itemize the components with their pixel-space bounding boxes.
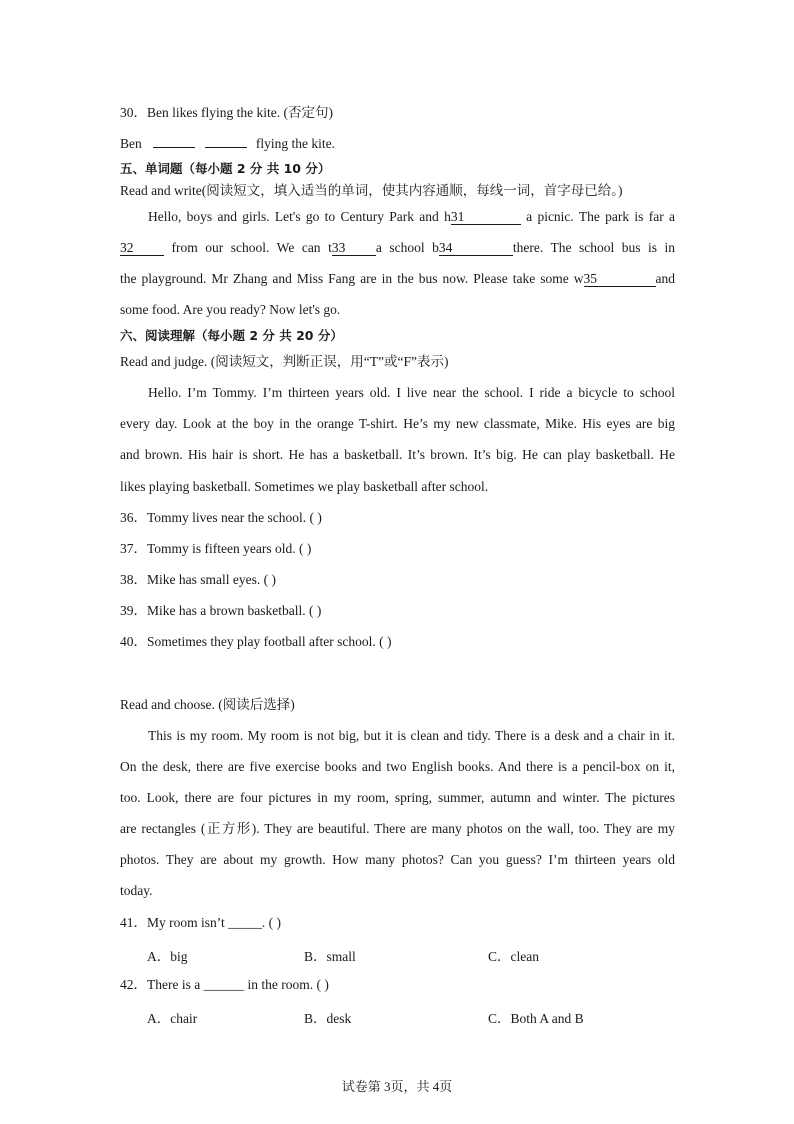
- text-segment: a school b: [375, 240, 439, 255]
- section5-instruction: Read and write(阅读短文，填入适当的单词，使其内容通顺，每线一词，首字母已给。): [120, 183, 623, 198]
- text-segment: a picnic. The park is far a: [526, 209, 675, 224]
- judge-passage-line: Hello. I’m Tommy. I’m thirteen years old. I live near the school. I ride a bicycle to school: [148, 385, 675, 400]
- section5-heading: 五、单词题（每小题 2 分 共 10 分）: [120, 161, 331, 176]
- question-36[interactable]: 36．Tommy lives near the school. ( ): [120, 510, 322, 525]
- q42-option-a[interactable]: A．chair: [147, 1011, 198, 1026]
- text-segment: and: [655, 271, 675, 286]
- blank-32[interactable]: 32: [120, 241, 164, 256]
- q30-prompt: 30．Ben likes flying the kite. (否定句): [120, 105, 333, 120]
- question-40[interactable]: 40．Sometimes they play football after school. ( ): [120, 634, 392, 649]
- blank-33[interactable]: 33: [332, 241, 376, 256]
- text-segment: the playground. Mr Zhang and Miss Fang are in the bus now. Please take some w: [120, 271, 584, 286]
- text-segment: from our school. We can t: [171, 240, 332, 255]
- section6-heading: 六、阅读理解（每小题 2 分 共 20 分）: [120, 328, 343, 343]
- judge-passage-line: every day. Look at the boy in the orange T-shirt. He’s my new classmate, Mike. His eyes are big: [120, 416, 675, 431]
- q41-option-b[interactable]: B．small: [304, 949, 356, 964]
- choose-passage-line: today.: [120, 883, 153, 898]
- blank-35[interactable]: 35: [584, 272, 656, 287]
- q30-answer-end: flying the kite.: [255, 136, 335, 151]
- choose-passage-line: too. Look, there are four pictures in my room, spring, summer, autumn and winter. The pictures: [120, 790, 675, 805]
- page-footer: 试卷第 3页，共 4页: [341, 1079, 453, 1094]
- section5-line3: [120, 270, 675, 288]
- choose-instruction: Read and choose. (阅读后选择): [120, 697, 295, 712]
- question-38[interactable]: 38．Mike has small eyes. ( ): [120, 572, 276, 587]
- question-39[interactable]: 39．Mike has a brown basketball. ( ): [120, 603, 322, 618]
- judge-passage-line: and brown. His hair is short. He has a basketball. It’s brown. It’s big. He can play basketball. He: [120, 447, 675, 462]
- text-segment: Hello, boys and girls. Let's go to Century Park and h: [148, 209, 451, 224]
- text-segment: there. The school bus is in: [512, 240, 675, 255]
- judge-passage-line: likes playing basketball. Sometimes we play basketball after school.: [120, 479, 489, 494]
- blank-34[interactable]: 34: [439, 241, 513, 256]
- q30-answer-start: Ben: [120, 136, 142, 151]
- q42-option-c[interactable]: C．Both A and B: [488, 1011, 584, 1026]
- choose-passage-line: are rectangles (正方形). They are beautiful. There are many photos on the wall, too. They are my: [120, 821, 675, 836]
- q30-answer-line: [120, 135, 335, 153]
- question-42-stem: 42．There is a ______ in the room. ( ): [120, 977, 329, 992]
- q30-blank-2[interactable]: [205, 147, 247, 148]
- choose-passage-line: photos. They are about my growth. How many photos? Can you guess? I’m thirteen years old: [120, 852, 675, 867]
- section6-instruction: Read and judge. (阅读短文，判断正误，用“T”或“F”表示): [120, 354, 449, 369]
- q30-blank-1[interactable]: [153, 147, 195, 148]
- q41-option-c[interactable]: C．clean: [488, 949, 539, 964]
- section5-line2: [120, 239, 675, 257]
- choose-passage-line: This is my room. My room is not big, but it is clean and tidy. There is a desk and a chair in it.: [148, 728, 675, 743]
- section5-line1: [148, 208, 675, 226]
- section5-line4: some food. Are you ready? Now let's go.: [120, 302, 341, 317]
- q41-option-a[interactable]: A．big: [147, 949, 188, 964]
- choose-passage-line: On the desk, there are five exercise books and two English books. And there is a pencil-box on it,: [120, 759, 675, 774]
- question-41-stem: 41．My room isn’t _____. ( ): [120, 915, 281, 930]
- question-37[interactable]: 37．Tommy is fifteen years old. ( ): [120, 541, 312, 556]
- blank-31[interactable]: 31: [451, 210, 521, 225]
- q42-option-b[interactable]: B．desk: [304, 1011, 352, 1026]
